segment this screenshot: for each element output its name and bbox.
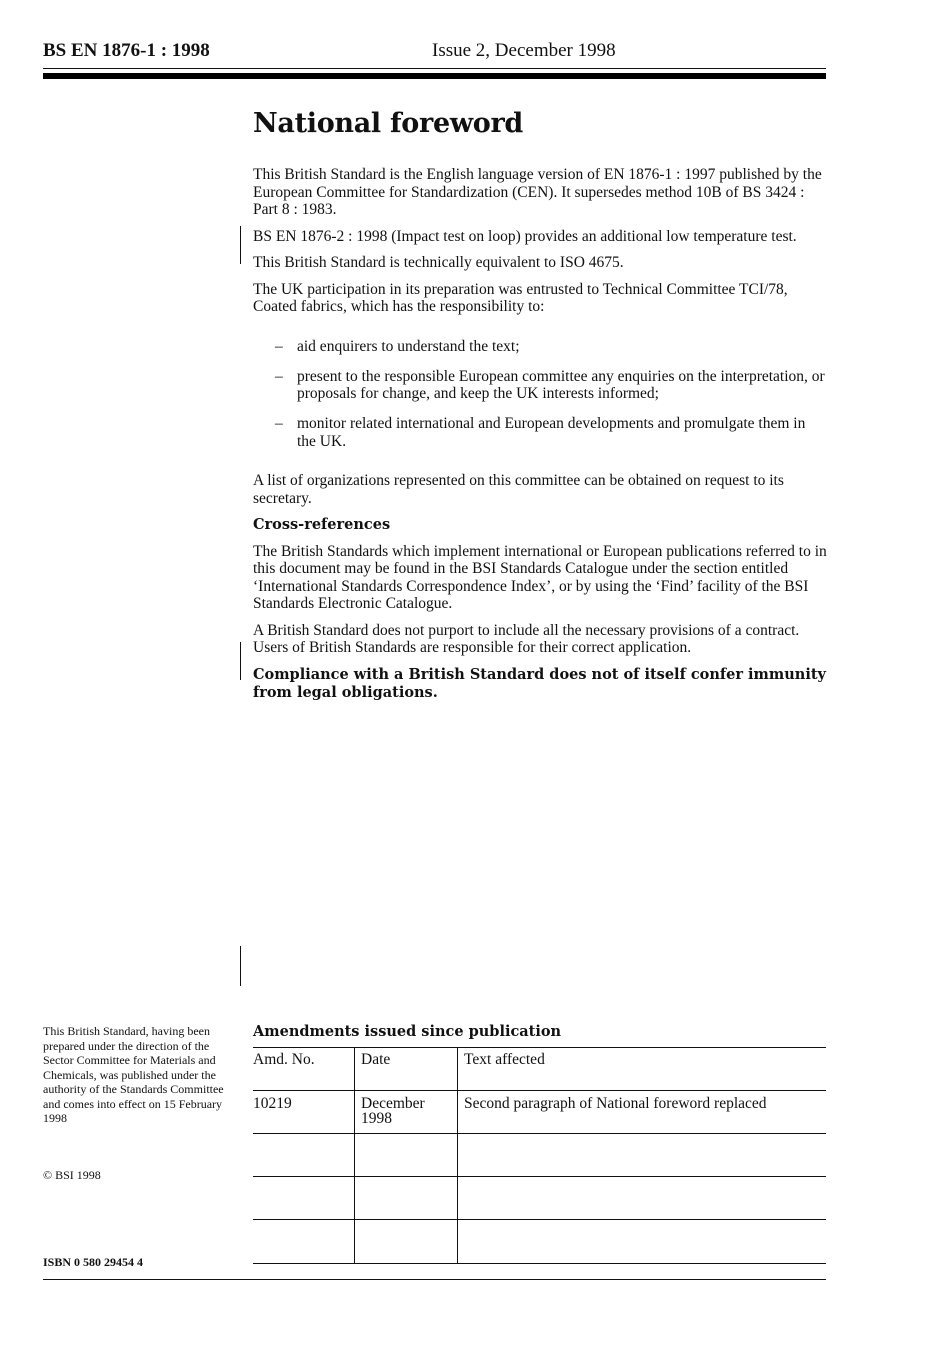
- column-header: Amd. No.: [253, 1048, 355, 1091]
- contract-paragraph: A British Standard does not purport to include all the necessary provisions of a contract. Users of British Standards are responsible for their correct application.: [253, 621, 800, 656]
- list-item-text: aid enquirers to understand the text;: [297, 337, 520, 355]
- responsibility-list: [253, 338, 828, 451]
- header-rule-thin: [43, 68, 826, 69]
- list-item-text: monitor related international and European developments and promulgate them in the UK.: [297, 415, 806, 450]
- cross-references-heading: Cross-references: [253, 516, 391, 533]
- isbn: ISBN 0 580 29454 4: [43, 1255, 144, 1269]
- dash-bullet: –: [275, 367, 283, 385]
- committee-list-paragraph: A list of organizations represented on this committee can be obtained on request to its secretary.: [253, 472, 784, 507]
- footer-rule: [43, 1279, 826, 1280]
- change-bar: [240, 946, 241, 986]
- standard-number: BS EN 1876-1 : 1998: [43, 40, 210, 61]
- column-header: Date: [355, 1048, 458, 1091]
- list-item: [253, 415, 828, 450]
- column-header: Text affected: [458, 1048, 827, 1091]
- foreword-paragraph: This British Standard is the English language version of EN 1876-1 : 1997 published by the European Committee for Standardization (CEN). It supersedes method 10B of BS 3424 : Part 8 : 1983.: [253, 166, 822, 218]
- dash-bullet: –: [275, 337, 283, 355]
- publication-note: This British Standard, having been prepared under the direction of the Sector Committee for Materials and Chemicals, was published under the authority of the Standards Committee and comes into effect on 15 February 1998: [43, 1024, 224, 1125]
- main-content: [253, 108, 828, 702]
- amendment-text-affected: Second paragraph of National foreword replaced: [458, 1091, 827, 1134]
- amendment-number: 10219: [253, 1091, 355, 1134]
- issue-date: Issue 2, December 1998: [432, 40, 616, 61]
- table-row: [253, 1220, 826, 1263]
- change-bar: [240, 226, 241, 264]
- page-title: National foreword: [253, 108, 523, 139]
- copyright-notice: © BSI 1998: [43, 1168, 101, 1182]
- table-header-row: [253, 1048, 826, 1091]
- amendments-table: [253, 1047, 826, 1263]
- cross-references-paragraph: The British Standards which implement international or European publications referred to in this document may be found in the BSI Standards Catalogue under the section entitled ‘International Standards Correspondence Index’, or by using the ‘Find’ facility of the BSI Standards Electronic Catalogue.: [253, 542, 827, 612]
- foreword-paragraph: BS EN 1876-2 : 1998 (Impact test on loop) provides an additional low temperature test.: [253, 227, 797, 245]
- list-item-text: present to the responsible European committee any enquiries on the interpretation, or proposals for change, and keep the UK interests informed;: [297, 367, 825, 402]
- foreword-paragraph: This British Standard is technically equivalent to ISO 4675.: [253, 254, 624, 271]
- foreword-paragraph: The UK participation in its preparation was entrusted to Technical Committee TCI/78, Coated fabrics, which has the responsibility to:: [253, 280, 788, 315]
- table-row: [253, 1134, 826, 1177]
- table-bottom-rule: [253, 1263, 826, 1264]
- list-item: [253, 368, 828, 403]
- compliance-statement: Compliance with a British Standard does not of itself confer immunity from legal obligations.: [253, 665, 826, 701]
- dash-bullet: –: [275, 415, 283, 432]
- change-bar: [240, 642, 241, 680]
- list-item: [253, 338, 828, 356]
- amendment-date: December 1998: [355, 1091, 458, 1134]
- amendments-heading: Amendments issued since publication: [253, 1023, 562, 1040]
- table-row: [253, 1177, 826, 1220]
- table-row: [253, 1091, 826, 1134]
- header-rule-thick: [43, 73, 826, 79]
